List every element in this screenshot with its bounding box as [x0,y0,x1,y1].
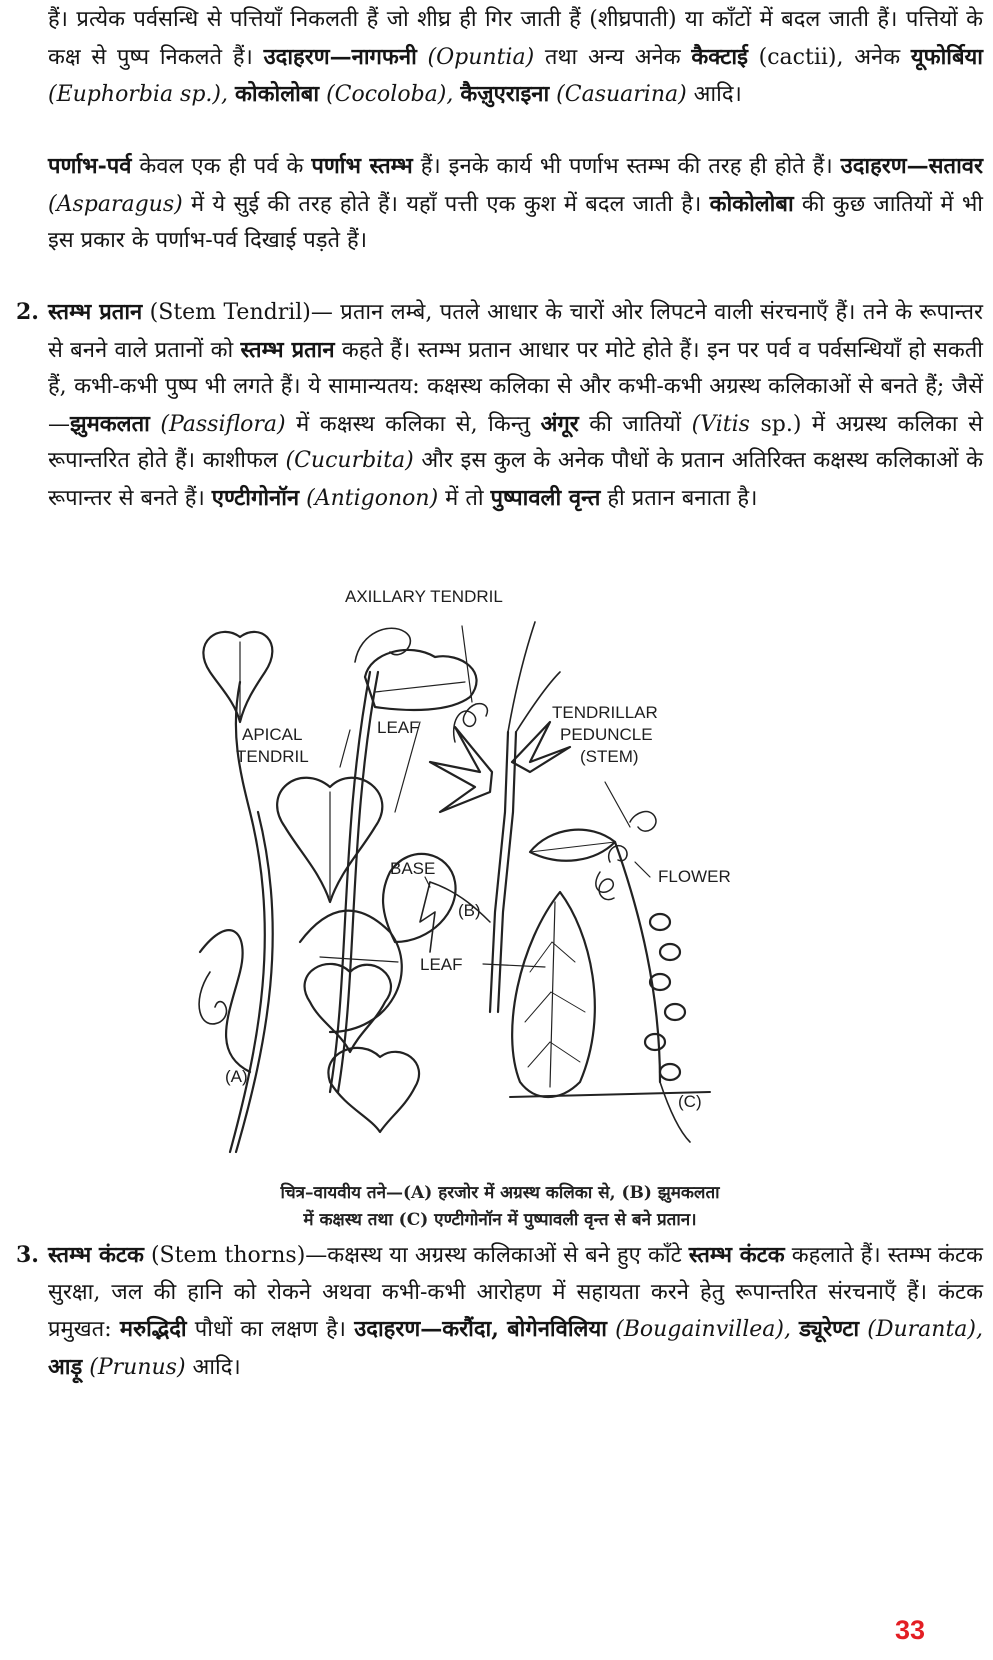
text-run: तथा अन्य अनेक [534,44,692,70]
paragraph-cladode [48,148,983,260]
label-leaf-top: LEAF [377,718,420,737]
scientific-name: (Antigonon) [306,485,439,511]
caption-line-1: चित्र–वायवीय तने—(A) हरजोर में अग्रस्थ कलिका से, (B) झुमकलता [280,1183,720,1203]
paragraph-stem-tendril [16,294,984,517]
text-run [499,1317,507,1342]
text-run [791,1317,799,1342]
scientific-name: (Duranta), [867,1317,983,1342]
label-stem: (STEM) [580,747,639,766]
bold-term: उदाहरण—सतावर [840,153,984,179]
label-leaf-mid: LEAF [420,955,463,974]
label-tendrillar: TENDRILLAR [552,703,658,722]
bold-term: स्तम्भ कंटक [688,1242,785,1268]
caption-line-2: में कक्षस्थ तथा (C) एण्टीगोनॉन में पुष्पावली वृन्त से बने प्रतान। [303,1210,697,1230]
text-run: हैं। इनके कार्य भी पर्णाभ स्तम्भ की तरह ही होते हैं। [412,154,841,179]
label-c: (C) [678,1092,702,1111]
scientific-name: (Vitis [691,411,750,437]
scientific-name: (Casuarina) [556,82,687,107]
bold-term: पर्णाभ-पर्व [48,153,132,179]
label-base: BASE [390,859,436,878]
text-run: में कक्षस्थ कलिका से, किन्तु [285,411,541,437]
text-run: आदि। [185,1354,241,1380]
text-run [607,1317,615,1342]
bold-term: कोकोलोबा [235,81,320,107]
text-run: आदि। [686,82,742,107]
stem-tendril-figure [190,587,810,1172]
bold-term: आड़ू [48,1353,83,1380]
plant-illustration [190,587,810,1172]
text-run: की कुछ जातियों में भी इस प्रकार के पर्णाभ-पर्व दिखाई पड़ते हैं। [48,191,983,253]
label-b: (B) [458,901,481,920]
label-apical: APICAL [242,725,303,744]
scientific-name: (Opuntia) [427,44,535,70]
text-run [417,45,428,70]
bold-term: ड्यूरेण्टा [799,1316,860,1342]
bold-term: उदाहरण—नागफनी [263,43,417,70]
text-run: (Stem thorns)—कक्षस्थ या अग्रस्थ कलिकाओं से बने हुए काँटे [143,1243,689,1268]
text-run [150,412,161,437]
paragraph-stem-thorns [16,1237,983,1386]
text-run: में तो [438,485,491,511]
text-run: (Stem Tendril)— प्रतान लम्बे, पतले आधार के चारों ओर लिपटने वाली संरचनाएँ हैं। तने के रूपान्तर से बनने वाले प्रतानों को [48,300,984,363]
text-run: कहते हैं। स्तम्भ प्रतान आधार पर मोटे होते हैं। इन पर पर्व व पर्वसन्धियाँ हो सकती हैं, कभी-कभी पुष्प भी लगते हैं। ये सामान्यतय: कक्षस्थ कलिका से और कभी-कभी अग्रस्थ कलिकाओं से बनते हैं; जैसें— [48,337,983,437]
bold-term: एण्टीगोनॉन [211,484,300,511]
bold-term: स्तम्भ कंटक [48,1242,144,1268]
bold-term: पुष्पावली वृन्त [490,484,601,511]
item-number: 2. [16,299,39,325]
text-run: और इस कुल के अनेक पौधों के प्रतान अतिरिक्त कक्षस्थ कलिकाओं के रूपान्तर से बनते हैं। [48,448,983,511]
text-run: हैं। प्रत्येक पर्वसन्धि से पत्तियाँ निकलती हैं जो शीघ्र ही गिर जाती हैं (शीघ्रपाती) या काँटों में बदल जाती हैं। पत्तियों के कक्ष से पुष्प निकलते हैं। [48,7,983,70]
label-axillary-tendril: AXILLARY TENDRIL [345,587,503,606]
item-number: 3. [16,1242,39,1268]
text-run: की जातियों [578,411,692,437]
scientific-name: (Prunus) [89,1354,186,1380]
scientific-name: (Cocoloba), [326,82,454,107]
bold-term: यूफोर्बिया [910,43,983,70]
bold-term: अंगूर [540,410,579,437]
text-run: कहलाते हैं। स्तम्भ कंटक सुरक्षा, जल की हानि को रोकने अथवा कभी-कभी आरोहण में सहायता करने हेतु रूपान्तरित संरचनाएँ हैं। कंटक प्रमुखत: [48,1243,983,1342]
text-run: ही प्रतान बनाता है। [600,485,758,511]
scientific-name: (Cucurbita) [285,448,414,473]
bold-term: कोकोलोबा [709,190,794,217]
bold-term: झुमकलता [70,410,150,437]
page-number: 33 [895,1615,926,1645]
bold-term: उदाहरण—करौंदा, [354,1316,499,1342]
bold-term: स्तम्भ प्रतान [240,336,335,363]
text-run: sp.) में अग्रस्थ कलिका से रूपान्तरित होते हैं। काशीफल [48,411,983,473]
scientific-name: (Asparagus) [48,191,183,217]
bold-term: स्तम्भ प्रतान [48,299,143,325]
bold-term: पर्णाभ स्तम्भ [311,153,413,179]
bold-term: मरुद्भिदी [119,1316,187,1342]
text-run: केवल एक ही पर्व के [131,154,312,179]
paragraph-stem-cladode [48,2,983,114]
text-run [228,82,235,107]
label-tendril: TENDRIL [236,747,309,766]
bold-term: कैक्टाई [691,43,748,70]
text-run: में ये सुई की तरह होते हैं। यहाँ पत्ती एक कुश में बदल जाती है। [182,191,710,217]
bold-term: कैज़ुएराइना [460,81,550,107]
scientific-name: (Euphorbia sp.), [48,82,228,107]
figure-caption [120,1180,880,1234]
label-peduncle: PEDUNCLE [560,725,653,744]
text-run: पौधों का लक्षण है। [186,1317,355,1342]
label-flower: FLOWER [658,867,731,886]
scientific-name: (Bougainvillea), [615,1317,791,1342]
scientific-name: (Passiflora) [160,411,286,437]
text-run: (cactii), अनेक [747,44,911,70]
label-a: (A) [225,1067,248,1086]
text-run [319,82,326,107]
bold-term: बोगेनविलिया [507,1316,607,1342]
